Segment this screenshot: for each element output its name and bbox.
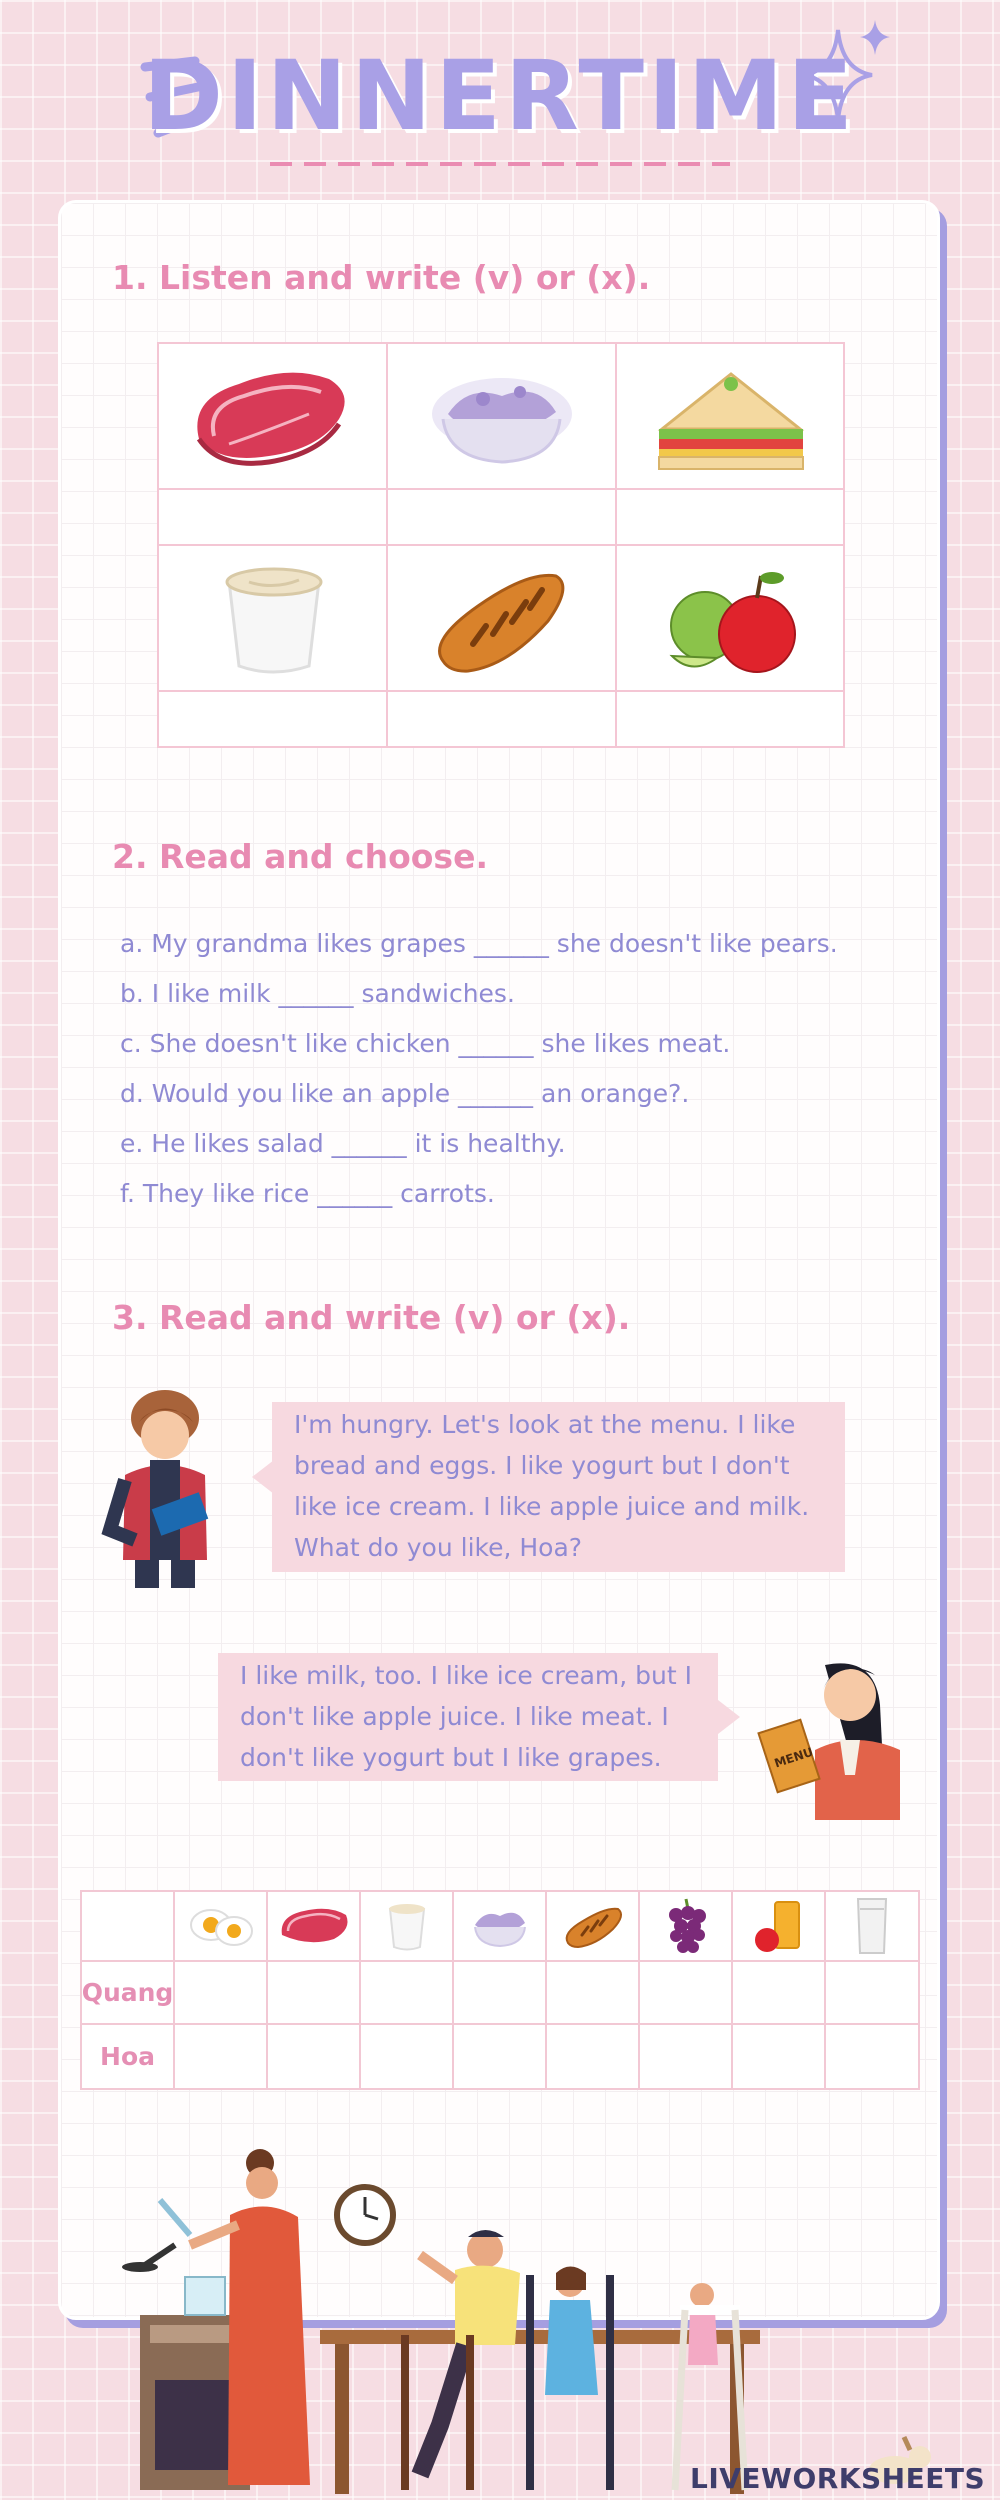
milk-icon <box>852 1895 892 1957</box>
answer-table <box>80 1890 920 2090</box>
row-label-hoa <box>82 2025 175 2088</box>
ice-cream-icon <box>388 344 617 490</box>
answer-cell[interactable] <box>268 1962 361 2025</box>
sentence-b[interactable]: b. I like milk ______ sandwiches. <box>120 978 515 1008</box>
sentence-a[interactable]: a. My grandma likes grapes ______ she doesn't like pears. <box>120 928 838 958</box>
col-bread <box>547 1892 640 1962</box>
yogurt-icon <box>382 1899 432 1954</box>
grid-cell-apples <box>617 546 845 692</box>
grid-cell-sandwich <box>617 344 845 490</box>
eggs-icon <box>186 1901 256 1951</box>
sentence-d[interactable]: d. Would you like an apple ______ an orange?. <box>120 1078 690 1108</box>
answer-cell[interactable] <box>175 1962 268 2025</box>
grid-cell-yogurt <box>159 546 388 692</box>
col-eggs <box>175 1892 268 1962</box>
quang-line-2: bread and eggs. I like yogurt but I don't <box>294 1451 790 1480</box>
bread-icon <box>388 546 617 692</box>
row-label-text: Hoa <box>100 2042 155 2071</box>
sentence-list <box>120 918 900 1218</box>
grid-cell-bread <box>388 546 617 692</box>
bubble-tail-left <box>252 1460 274 1494</box>
table-corner <box>82 1892 175 1962</box>
answer-cell-3[interactable] <box>617 490 845 546</box>
bubble-tail-right <box>718 1700 740 1734</box>
bread-icon <box>558 1901 628 1951</box>
answer-cell[interactable] <box>640 2025 733 2088</box>
answer-cell[interactable] <box>361 2025 454 2088</box>
page-title: DINNERTIME <box>143 40 857 152</box>
hoa-line-1: I like milk, too. I like ice cream, but I <box>240 1661 692 1690</box>
apples-icon <box>617 546 845 692</box>
answer-cell[interactable] <box>826 2025 918 2088</box>
hoa-line-3: don't like yogurt but I like grapes. <box>240 1743 662 1772</box>
answer-cell[interactable] <box>733 1962 826 2025</box>
grid-cell-ice-cream <box>388 344 617 490</box>
col-apple-juice <box>733 1892 826 1962</box>
answer-cell[interactable] <box>361 1962 454 2025</box>
answer-cell[interactable] <box>547 1962 640 2025</box>
grapes-icon <box>661 1895 711 1957</box>
apple-juice-icon <box>749 1896 809 1956</box>
clock-icon <box>337 2187 393 2243</box>
sentence-f[interactable]: f. They like rice ______ carrots. <box>120 1178 495 1208</box>
answer-cell-2[interactable] <box>388 490 617 546</box>
quang-line-1: I'm hungry. Let's look at the menu. I like <box>294 1410 796 1439</box>
answer-cell[interactable] <box>640 1962 733 2025</box>
answer-cell[interactable] <box>454 1962 547 2025</box>
quang-speech-bubble <box>272 1402 845 1572</box>
listen-grid <box>157 342 845 748</box>
ice-cream-icon <box>465 1901 535 1951</box>
col-yogurt <box>361 1892 454 1962</box>
col-milk <box>826 1892 918 1962</box>
col-steak <box>268 1892 361 1962</box>
sparkle-icon <box>800 15 895 125</box>
menu-label: MENU <box>772 1744 815 1771</box>
answer-cell[interactable] <box>268 2025 361 2088</box>
answer-cell[interactable] <box>733 2025 826 2088</box>
title-divider <box>270 162 730 166</box>
answer-cell-4[interactable] <box>159 692 388 746</box>
girl-with-menu-illustration <box>755 1645 915 1825</box>
quang-line-3: like ice cream. I like apple juice and milk. <box>294 1492 810 1521</box>
liveworksheets-logo[interactable]: LIVEWORKSHEETS <box>690 2462 986 2495</box>
row-label-quang <box>82 1962 175 2025</box>
quang-line-4: What do you like, Hoa? <box>294 1533 583 1562</box>
row-label-text: Quang <box>81 1978 174 2007</box>
answer-cell-5[interactable] <box>388 692 617 746</box>
steak-icon <box>159 344 388 490</box>
grid-cell-steak <box>159 344 388 490</box>
yogurt-icon <box>159 546 388 692</box>
answer-cell-1[interactable] <box>159 490 388 546</box>
family-dinner-illustration <box>120 2145 960 2495</box>
section-1-heading: 1. Listen and write (v) or (x). <box>112 258 651 297</box>
answer-cell[interactable] <box>454 2025 547 2088</box>
sentence-c[interactable]: c. She doesn't like chicken ______ she likes meat. <box>120 1028 731 1058</box>
section-2-heading: 2. Read and choose. <box>112 837 488 876</box>
boy-reading-illustration <box>95 1380 235 1590</box>
answer-cell-6[interactable] <box>617 692 845 746</box>
answer-cell[interactable] <box>547 2025 640 2088</box>
steak-icon <box>274 1901 354 1951</box>
answer-cell[interactable] <box>826 1962 918 2025</box>
col-grapes <box>640 1892 733 1962</box>
section-3-heading: 3. Read and write (v) or (x). <box>112 1298 631 1337</box>
answer-cell[interactable] <box>175 2025 268 2088</box>
hoa-line-2: don't like apple juice. I like meat. I <box>240 1702 669 1731</box>
sentence-e[interactable]: e. He likes salad ______ it is healthy. <box>120 1128 566 1158</box>
sandwich-icon <box>617 344 845 490</box>
col-ice-cream <box>454 1892 547 1962</box>
hoa-speech-bubble <box>218 1653 718 1781</box>
